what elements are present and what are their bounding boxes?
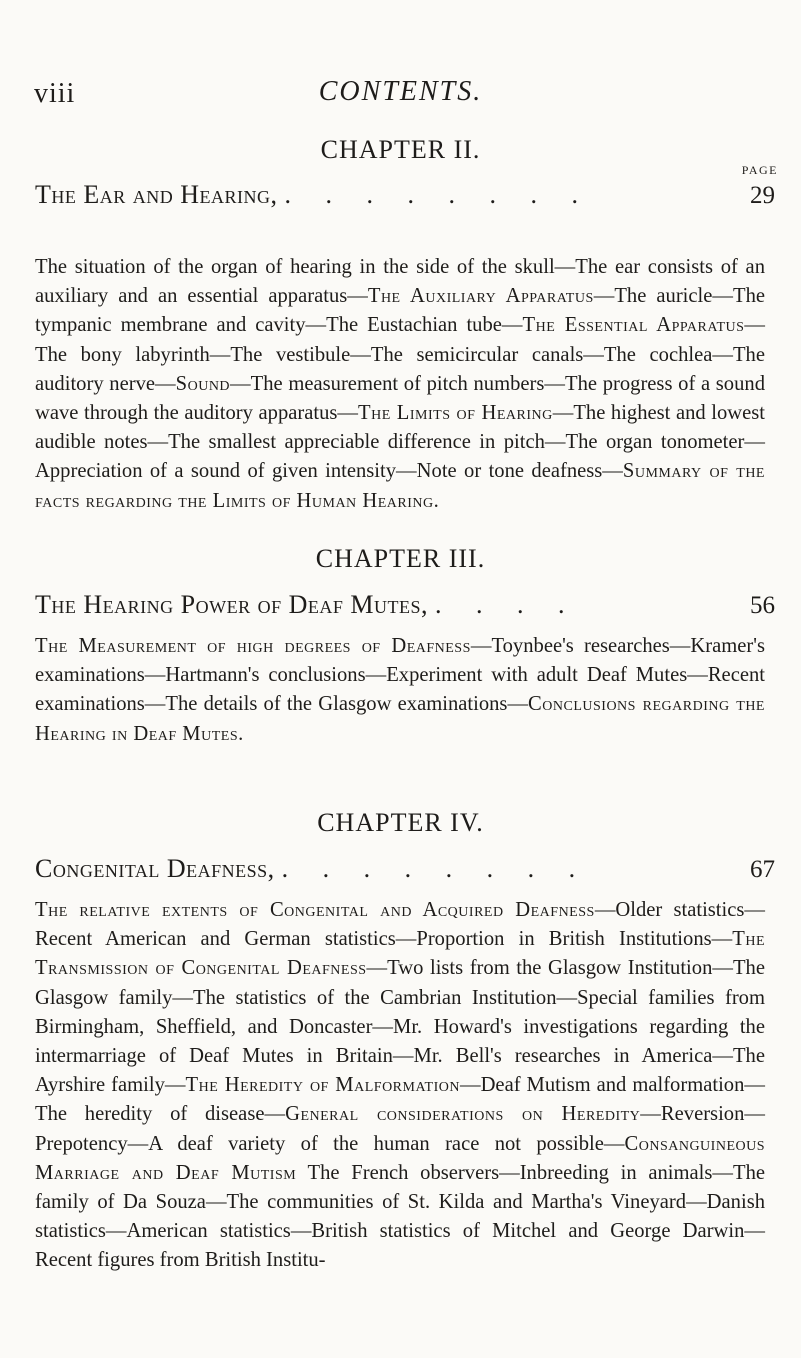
- leader-dots: . . . .: [435, 590, 579, 619]
- section-heading-smallcaps: The relative extents of Congenital and Acquired Deafness: [35, 899, 595, 921]
- contents-entry[interactable]: [35, 180, 765, 210]
- running-head: CONTENTS.: [318, 76, 483, 107]
- entry-title: The Ear and Hearing,: [35, 180, 278, 209]
- chapter-heading: CHAPTER II.: [320, 135, 481, 164]
- page-column-label: PAGE: [741, 163, 778, 177]
- contents-entry[interactable]: [35, 590, 765, 620]
- section-heading-smallcaps: The Limits of Hearing: [358, 402, 553, 425]
- chapter-heading: CHAPTER III.: [315, 544, 486, 573]
- section-heading-smallcaps: The Measurement of high degrees of Deafness: [35, 635, 471, 657]
- summary-text: —Older statistics—Recent American and German statistics—Proportion in British Institutions—: [35, 899, 765, 951]
- section-heading-smallcaps: General considerations on Heredity: [285, 1103, 641, 1126]
- section-heading-smallcaps: Conclusions regarding the Hearing in Deaf Mutes.: [35, 693, 765, 745]
- entry-title: The Hearing Power of Deaf Mutes,: [35, 590, 429, 619]
- chapter-summary: [35, 632, 765, 749]
- section-heading-smallcaps: Consanguineous Marriage and Deaf Mutism: [35, 1132, 765, 1184]
- chapter-summary: [35, 253, 765, 516]
- summary-text: —Deaf Mutism and malformation—The heredity of disease—: [35, 1074, 765, 1126]
- summary-text: —Reversion—Prepotency—A deaf variety of the human race not possible—: [35, 1103, 765, 1155]
- summary-text: —The highest and lowest audible notes—The smallest appreciable difference in pitch—The organ tonometer—Appreciation of a sound of given intensity—Note or tone deafness—: [35, 402, 766, 483]
- summary-text: —The bony labyrinth—The vestibule—The semicircular canals—The cochlea—The auditory nerve—: [35, 314, 765, 395]
- entry-page-number: 67: [750, 856, 775, 883]
- summary-text: —The measurement of pitch numbers—The progress of a sound wave through the auditory apparatus—: [35, 372, 765, 425]
- section-heading-smallcaps: The Auxiliary Apparatus: [367, 285, 594, 308]
- chapter-summary: [35, 896, 765, 1276]
- contents-entry[interactable]: [35, 854, 765, 884]
- leader-dots: . . . . . . . .: [281, 854, 590, 883]
- entry-page-number: 29: [750, 182, 775, 209]
- section-heading-smallcaps: The Heredity of Malformation: [185, 1074, 460, 1097]
- summary-text: —The auricle—The tympanic membrane and cavity—The Eustachian tube—: [35, 285, 766, 337]
- section-heading-smallcaps: The Transmission of Congenital Deafness: [35, 928, 765, 980]
- chapter-heading: CHAPTER IV.: [317, 808, 484, 837]
- summary-text: The situation of the organ of hearing in the side of the skull—The ear consists of an auxiliary and an essential apparatus—: [35, 256, 765, 308]
- entry-title: Congenital Deafness,: [35, 854, 275, 883]
- summary-text: —Two lists from the Glasgow Institution—The Glasgow family—The statistics of the Cambrian Institution—Special families from Birmingham, Sheffield, and Doncaster—Mr. Howard's investigations regarding the intermarriage of Deaf Mutes in Britain—Mr. Bell's researches in America—The Ayrshire family—: [35, 957, 765, 1097]
- entry-page-number: 56: [750, 592, 775, 619]
- section-heading-smallcaps: Summary of the facts regarding the Limits of Human Hearing.: [35, 460, 765, 512]
- section-heading-smallcaps: The Essential Apparatus: [522, 314, 745, 337]
- page-number: viii: [34, 78, 76, 109]
- leader-dots: . . . . . . . .: [284, 180, 593, 209]
- summary-text: —Toynbee's researches—Kramer's examinations—Hartmann's conclusions—Experiment with adult Deaf Mutes—Recent examinations—The details of the Glasgow examinations—: [35, 635, 765, 716]
- section-heading-smallcaps: Sound: [175, 372, 231, 395]
- summary-text: The French observers—Inbreeding in animals—The family of Da Souza—The communities of St. Kilda and Martha's Vineyard—Danish statistics—American statistics—British statistics of Mitchel and George Darwin—Recent figures from British Institu-: [35, 1161, 766, 1272]
